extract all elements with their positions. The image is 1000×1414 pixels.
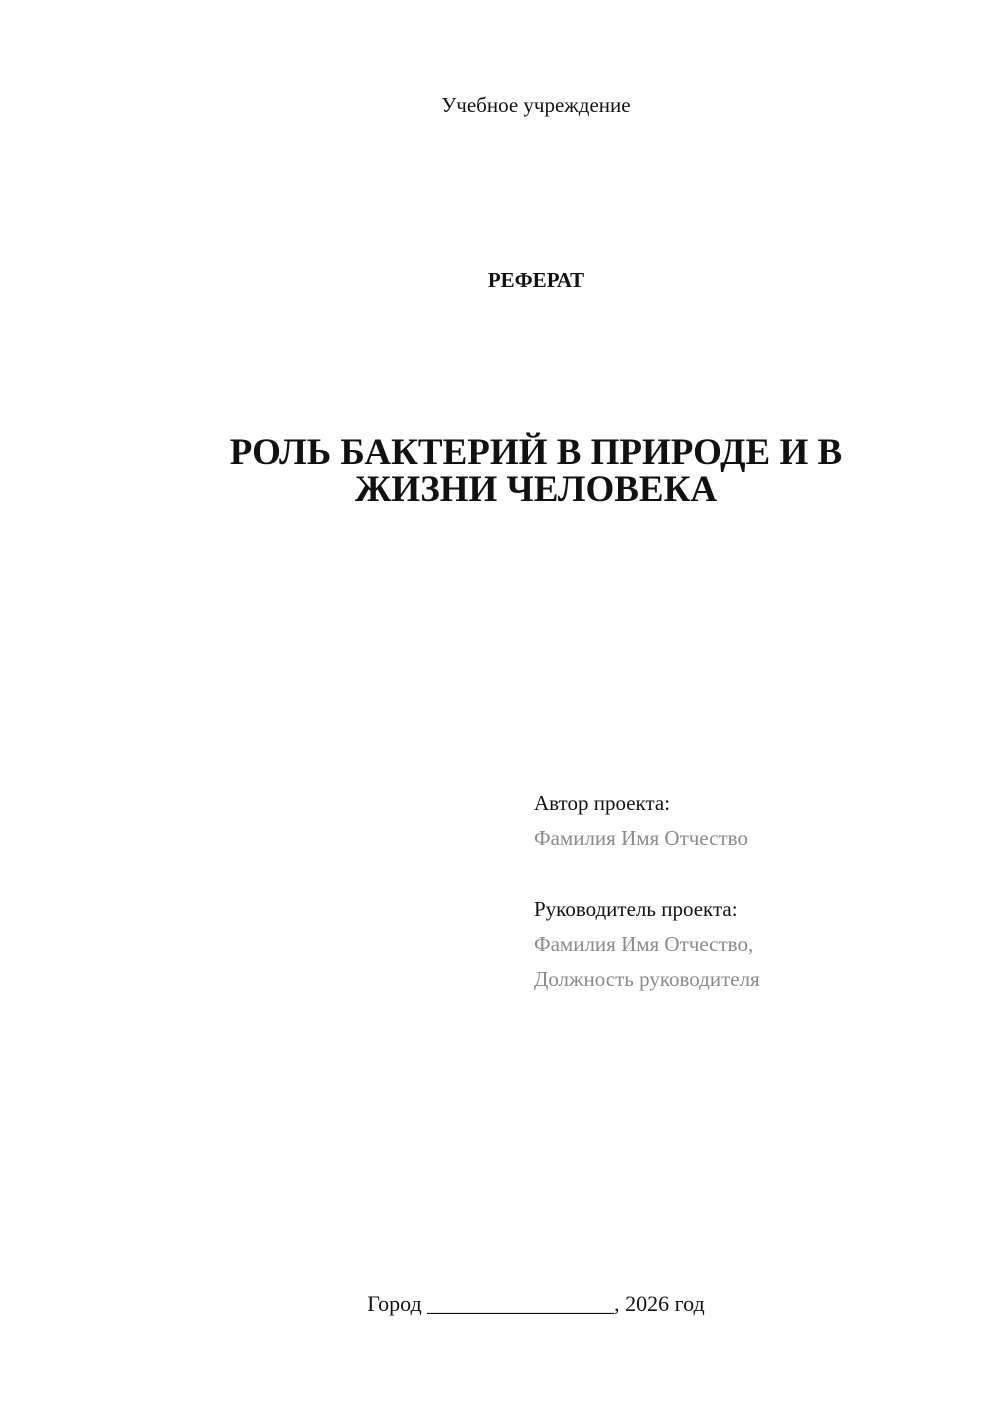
document-title-line-1: РОЛЬ БАКТЕРИЙ В ПРИРОДЕ И В bbox=[229, 432, 843, 473]
document-type: РЕФЕРАТ bbox=[487, 268, 585, 292]
document-title bbox=[180, 434, 892, 508]
year-text: , 2026 год bbox=[614, 1291, 705, 1316]
credits-block bbox=[534, 786, 974, 997]
city-blank: _________________ bbox=[427, 1291, 615, 1316]
document-title-line-2: ЖИЗНИ ЧЕЛОВЕКА bbox=[354, 469, 718, 510]
credits-spacer bbox=[534, 856, 974, 892]
supervisor-position: Должность руководителя bbox=[534, 967, 760, 991]
supervisor-label: Руководитель проекта: bbox=[534, 897, 738, 921]
author-name: Фамилия Имя Отчество bbox=[534, 826, 748, 850]
author-label: Автор проекта: bbox=[534, 791, 671, 815]
supervisor-name: Фамилия Имя Отчество, bbox=[534, 932, 754, 956]
institution-name: Учебное учреждение bbox=[441, 93, 631, 117]
city-year-line bbox=[0, 1288, 1000, 1320]
city-label: Город bbox=[367, 1291, 422, 1316]
